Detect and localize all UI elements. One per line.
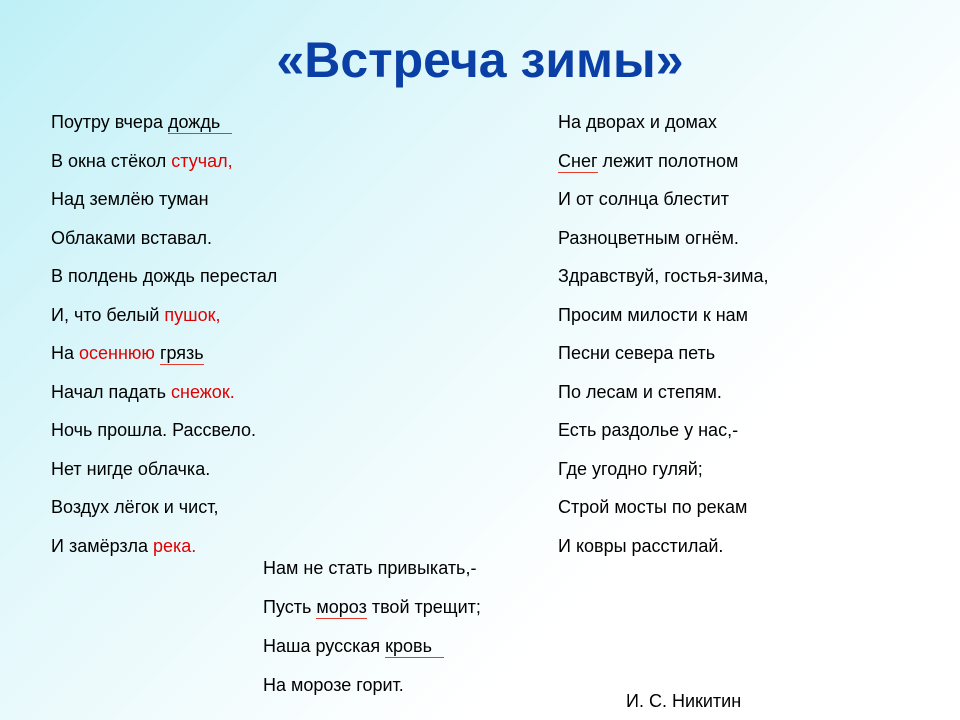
line-text: Нет нигде облачка. [51, 458, 211, 479]
poem-line [558, 419, 738, 441]
line-text: Пусть [263, 597, 317, 617]
line-text: И ковры расстилай. [558, 535, 724, 556]
poem-line [558, 188, 729, 210]
poem-line [558, 304, 748, 326]
underlined-word: мороз [316, 597, 367, 617]
poem-line [558, 265, 768, 287]
highlighted-word: снежок. [171, 381, 235, 402]
line-text: В полдень дождь перестал [51, 266, 278, 286]
underlined-word: дождь [168, 112, 232, 134]
line-text: Строй мосты по рекам [558, 497, 748, 517]
line-text: Песни севера петь [558, 343, 716, 363]
line-text: Где угодно гуляй; [558, 458, 703, 479]
poem-line [558, 458, 703, 480]
poem-line [558, 496, 747, 518]
poem-line [51, 342, 204, 364]
underlined-word: кровь [385, 636, 444, 658]
poem-line [558, 535, 723, 557]
line-text: Поутру вчера [51, 112, 168, 132]
line-text: твой трещит; [366, 597, 481, 617]
poem-line [263, 596, 481, 618]
poem-line [51, 111, 232, 133]
line-text: Просим милости к нам [558, 304, 749, 325]
line-text: По лесам и степям. [558, 381, 722, 402]
poem-line [263, 635, 444, 657]
line-text: Нам не стать привыкать,- [263, 558, 477, 578]
line-text: На [51, 343, 80, 363]
underlined-word: Снег [558, 150, 598, 171]
poem-line [51, 535, 196, 557]
poem-line [51, 227, 212, 249]
poem-line [558, 342, 715, 364]
poem-line [558, 227, 739, 249]
poem-title: «Встреча зимы» [276, 32, 684, 88]
line-text: Наша русская [263, 636, 386, 656]
line-text: лежит полотном [597, 150, 739, 171]
author-signature: И. С. Никитин [626, 691, 742, 711]
line-text: Есть раздолье у нас,- [558, 420, 739, 440]
line-text: На дворах и домах [558, 112, 717, 132]
line-text: Воздух лёгок и чист, [51, 497, 219, 517]
underlined-word: грязь [159, 343, 204, 363]
line-text: На морозе горит. [263, 675, 404, 695]
poem-line [51, 265, 277, 287]
line-text: И замёрзла [51, 535, 153, 556]
line-text: И, что белый [51, 304, 165, 325]
poem-line [51, 150, 233, 172]
poem-line [51, 419, 256, 441]
poem-line [558, 150, 738, 172]
poem-line [263, 557, 476, 579]
highlighted-word: река. [152, 535, 197, 556]
highlighted-word: осеннюю [79, 343, 155, 363]
poem-line [51, 458, 210, 480]
line-text: Начал падать [51, 381, 172, 402]
poem-line [51, 496, 218, 518]
line-text: И от солнца блестит [558, 189, 729, 209]
highlighted-word: пушок, [164, 304, 221, 325]
poem-line [51, 304, 220, 326]
poem-line [558, 381, 722, 403]
line-text: В окна стёкол [51, 150, 172, 171]
line-text: Разноцветным огнём. [558, 227, 739, 248]
highlighted-word: стучал, [171, 150, 233, 171]
line-text: Облаками вставал. [51, 227, 213, 248]
line-text: Здравствуй, гостья-зима, [558, 266, 769, 286]
line-text: Над землёю туман [51, 189, 209, 209]
poem-line [51, 381, 235, 403]
poem-line [558, 111, 717, 133]
line-text: Ночь прошла. Рассвело. [51, 420, 257, 440]
poem-line [263, 674, 404, 696]
poem-line [51, 188, 209, 210]
